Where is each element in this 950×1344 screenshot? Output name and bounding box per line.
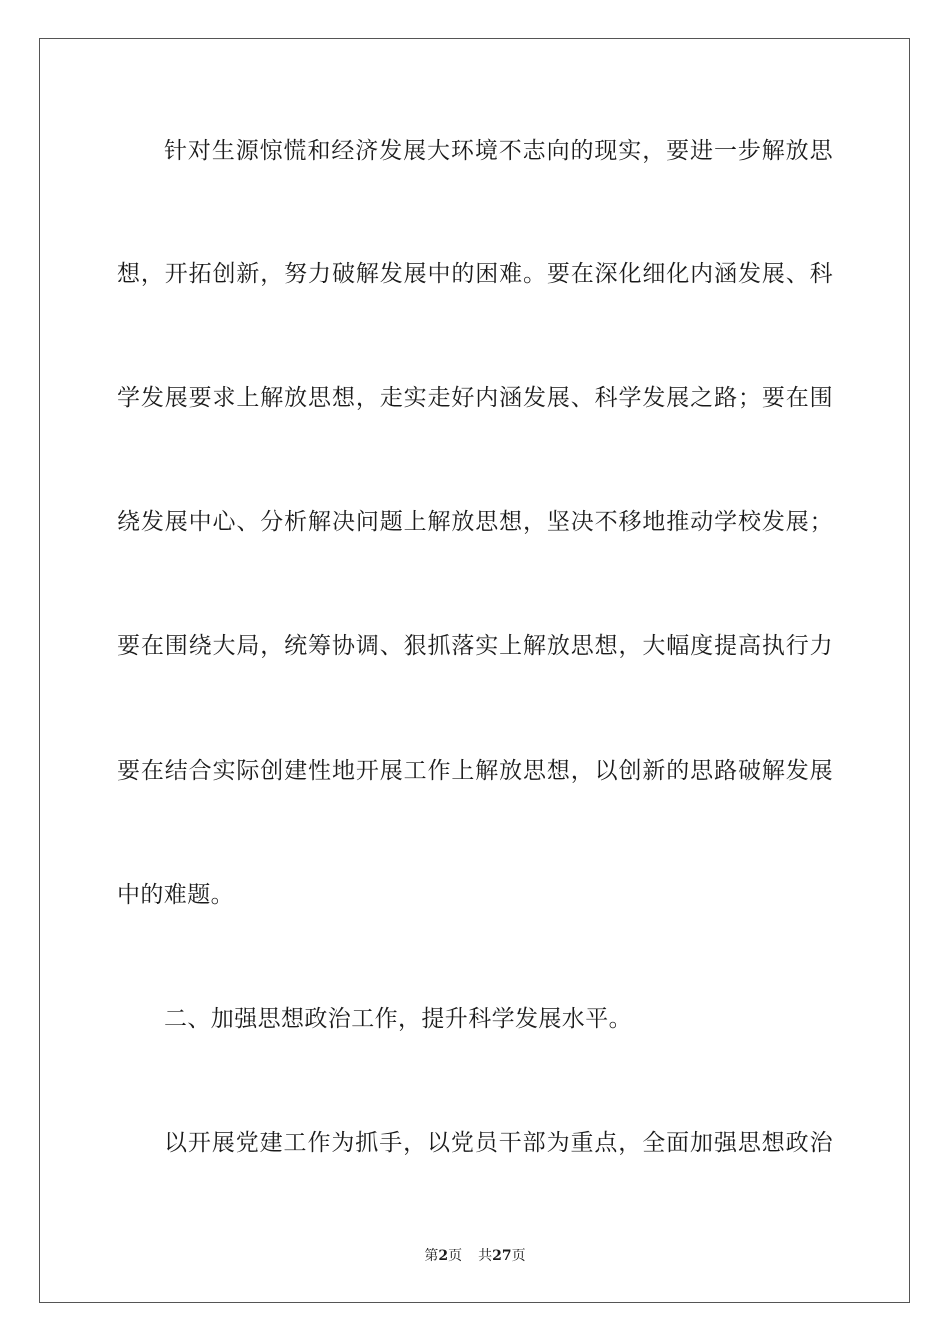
total-suffix: 页 [511, 1248, 526, 1264]
text-line: 绕发展中心、分析解决问题上解放思想，坚决不移地推动学校发展； [117, 509, 833, 535]
text-line: 中的难题。 [117, 882, 234, 908]
section-heading: 二、加强思想政治工作，提升科学发展水平。 [164, 1006, 632, 1032]
text-line: 想，开拓创新，努力破解发展中的困难。要在深化细化内涵发展、科 [117, 261, 833, 287]
text-line: 要在结合实际创建性地开展工作上解放思想，以创新的思路破解发展 [117, 758, 833, 784]
total-prefix: 共 [478, 1248, 493, 1264]
text-line: 学发展要求上解放思想，走实走好内涵发展、科学发展之路；要在围 [117, 385, 833, 411]
text-line: 针对生源惊慌和经济发展大环境不志向的现实，要进一步解放思 [164, 138, 833, 164]
page-number: 2 [438, 1248, 449, 1264]
page-border [39, 38, 910, 1303]
total-pages: 27 [492, 1248, 512, 1264]
text-line: 以开展党建工作为抓手，以党员干部为重点，全面加强思想政治 [164, 1130, 833, 1156]
text-line: 要在围绕大局，统筹协调、狠抓落实上解放思想，大幅度提高执行力 [117, 633, 833, 659]
page-footer [0, 1246, 950, 1266]
page-suffix: 页 [448, 1248, 463, 1264]
page-prefix: 第 [424, 1248, 439, 1264]
